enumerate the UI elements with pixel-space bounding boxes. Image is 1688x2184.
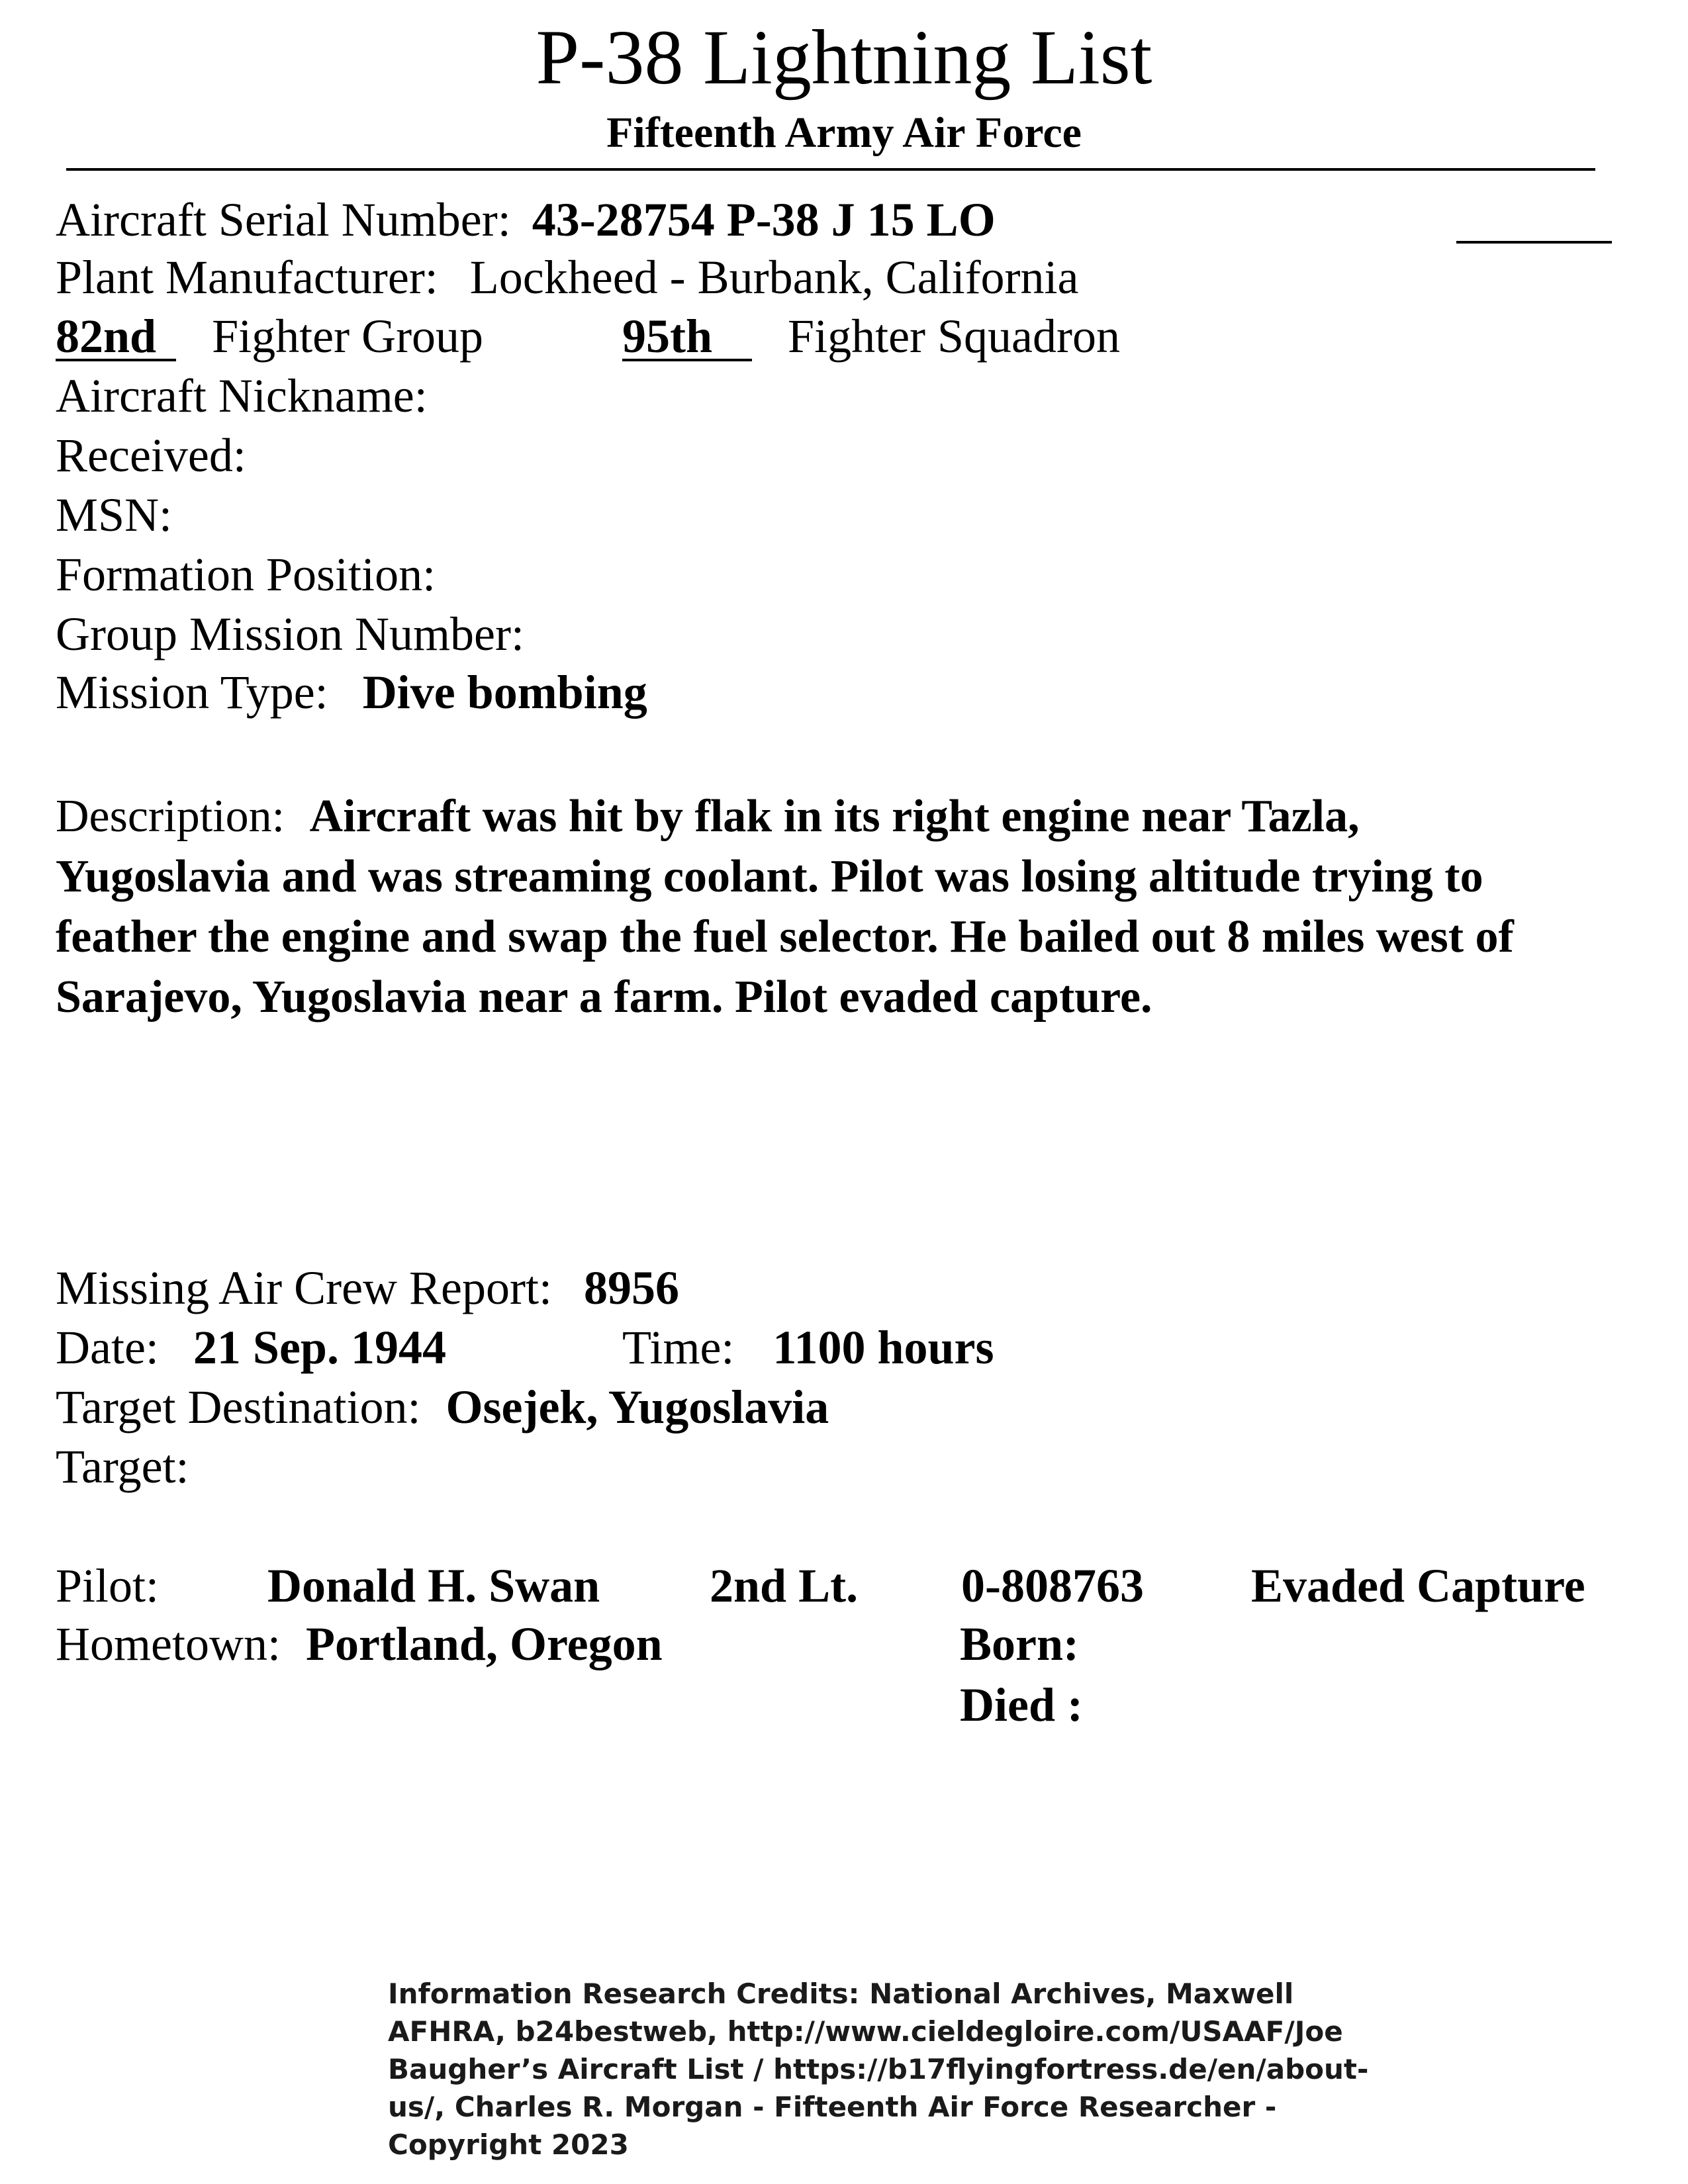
mission-type-value: Dive bombing: [362, 666, 647, 719]
macr-row: [56, 1261, 679, 1314]
target-label: Target:: [56, 1440, 189, 1493]
header-divider: [66, 168, 1595, 171]
formation-label: Formation Position:: [56, 548, 436, 601]
group-row: [56, 312, 483, 361]
description-text: Aircraft was hit by flak in its right engine near Tazla, Yugoslavia and was streaming coolant. Pilot was losing altitude trying to feather the engine and swap the fuel selector. He bailed out 8 miles west of Sarajevo, Yugoslavia near a farm. Pilot evaded capture.: [56, 791, 1514, 1023]
mission-type-row: [56, 666, 647, 719]
hometown-value: Portland, Oregon: [305, 1617, 663, 1670]
date-label: Date:: [56, 1321, 159, 1374]
destination-value: Osejek, Yugoslavia: [445, 1381, 829, 1433]
squadron-value: 95th: [622, 314, 752, 361]
blank-entry-line: [1456, 241, 1612, 244]
died-label: Died :: [960, 1678, 1083, 1731]
squadron-label: Fighter Squadron: [788, 310, 1120, 363]
time-row: [622, 1321, 994, 1374]
macr-value: 8956: [584, 1261, 679, 1314]
pilot-serial: 0-808763: [961, 1559, 1144, 1612]
mission-type-label: Mission Type:: [56, 666, 328, 719]
squadron-row: [622, 312, 1120, 361]
serial-value: 43-28754 P-38 J 15 LO: [532, 193, 996, 246]
pilot-status: Evaded Capture: [1251, 1559, 1585, 1612]
hometown-row: [56, 1617, 663, 1670]
group-value: 82nd: [56, 314, 176, 361]
manufacturer-label: Plant Manufacturer:: [56, 251, 438, 304]
serial-row: [56, 193, 996, 246]
msn-label: MSN:: [56, 488, 173, 541]
credits-text: Information Research Credits: National Archives, Maxwell AFHRA, b24bestweb, http://www.cieldegloire.com/USAAF/Joe Baugher’s Aircraft List / https://b17flyingfortress.de/en/about-us/, Charles R. Morgan - Fifteenth Air Force Researcher - Copyright 2023: [388, 1978, 1369, 2161]
time-label: Time:: [622, 1321, 735, 1374]
group-mission-label: Group Mission Number:: [56, 608, 524, 660]
nickname-label: Aircraft Nickname:: [56, 369, 428, 422]
manufacturer-value: Lockheed - Burbank, California: [469, 251, 1079, 304]
destination-label: Target Destination:: [56, 1381, 421, 1433]
date-row: [56, 1321, 446, 1374]
serial-label: Aircraft Serial Number:: [56, 193, 511, 246]
received-label: Received:: [56, 429, 246, 482]
date-value: 21 Sep. 1944: [193, 1321, 446, 1374]
group-label: Fighter Group: [212, 310, 484, 363]
page-title: P-38 Lightning List: [536, 14, 1152, 101]
destination-row: [56, 1383, 829, 1431]
description-block: [56, 786, 1558, 1027]
born-label: Born:: [960, 1617, 1079, 1670]
pilot-rank: 2nd Lt.: [710, 1559, 859, 1612]
pilot-label: Pilot:: [56, 1559, 160, 1612]
page-subtitle: Fifteenth Army Air Force: [606, 109, 1082, 157]
description-label: Description:: [56, 791, 285, 842]
manufacturer-row: [56, 251, 1079, 304]
time-value: 1100 hours: [773, 1321, 994, 1374]
pilot-name: Donald H. Swan: [267, 1559, 600, 1612]
hometown-label: Hometown:: [56, 1617, 281, 1670]
macr-label: Missing Air Crew Report:: [56, 1261, 552, 1314]
